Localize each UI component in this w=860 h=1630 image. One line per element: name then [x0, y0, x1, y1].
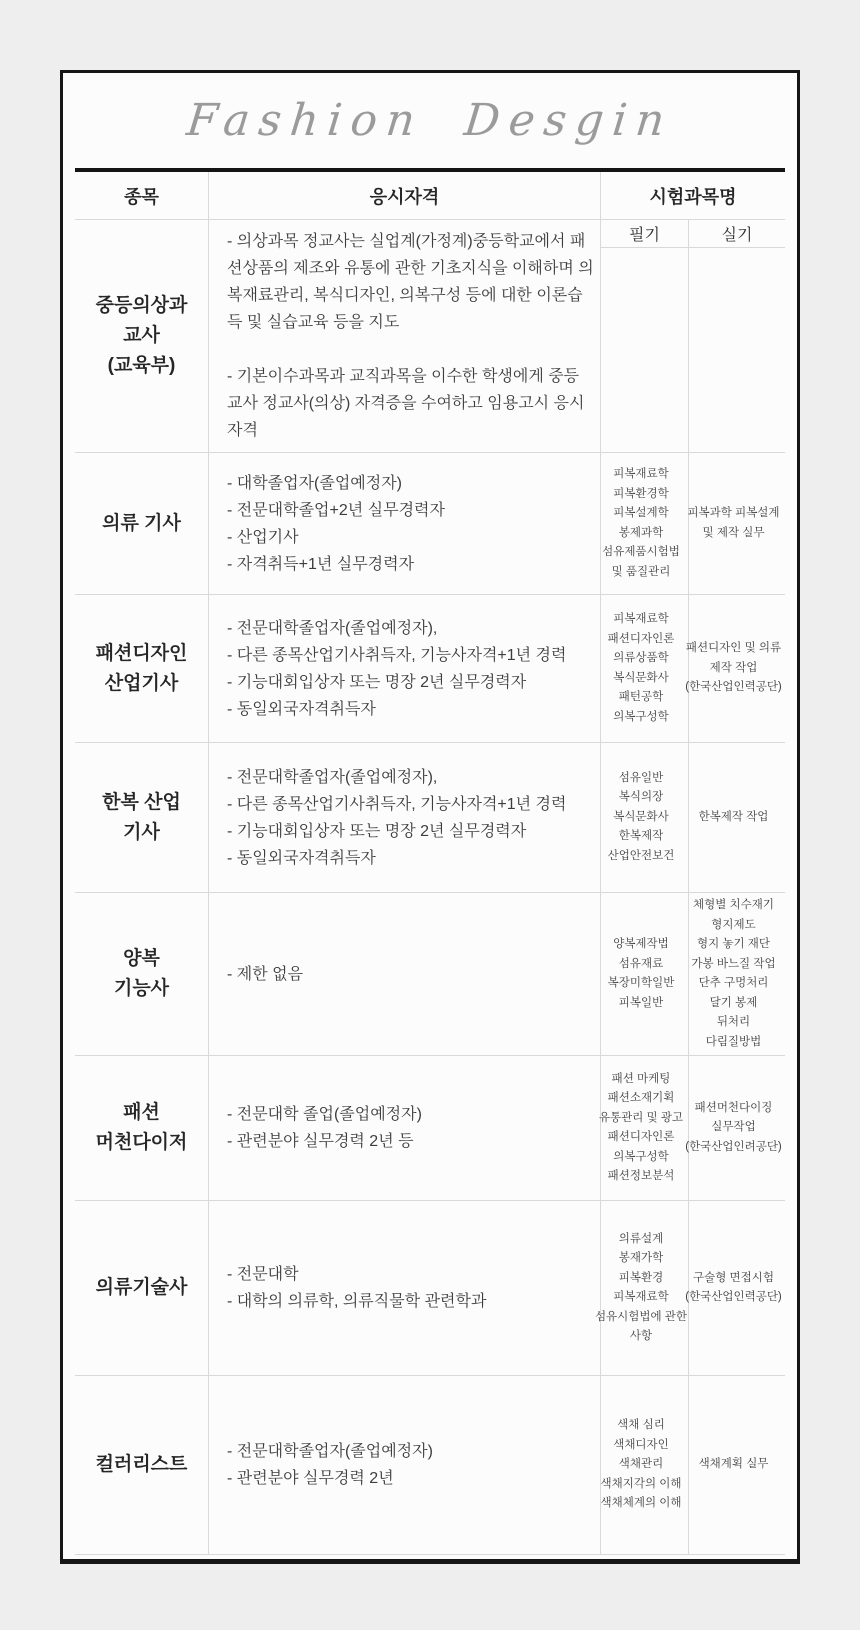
header-eligibility: 응시자격 — [208, 172, 600, 219]
category-cell: 의류기술사 — [95, 1277, 188, 1298]
practical-subjects: 색채계획 실무 — [698, 1458, 769, 1471]
table-row — [75, 1056, 785, 1201]
practical-subjects: 피복과학 피복설계 및 제작 실무 — [687, 507, 780, 539]
practical-cell — [689, 248, 785, 452]
title-area — [75, 73, 785, 168]
written-cell — [600, 743, 688, 892]
practical-cell — [688, 893, 785, 1055]
category-cell: 패션디자인 산업기사 — [95, 642, 188, 694]
category-cell: 한복 산업 기사 — [102, 791, 181, 843]
eligibility-cell — [208, 1201, 600, 1375]
table-row — [75, 893, 785, 1056]
written-column — [600, 220, 688, 452]
fashion-design-card — [60, 70, 800, 1564]
eligibility-text: - 대학졸업자(졸업예정자) - 전문대학졸업+2년 실무경력자 - 산업기사 - 자격취득+1년 실무경력자 — [227, 474, 445, 573]
eligibility-text: - 의상과목 정교사는 실업계(가정계)중등학교에서 패션상품의 제조와 유통에 관한 기초지식을 이해하며 의복재료관리, 복식디자인, 의복구성 등에 대한 이론습득 및 실습교육 등을 지도 - 기본이수과목과 교직과목을 이수한 학생에게 중등교사 정교사(의상) 자격증을 수여하고 임용고시 응시자격 — [227, 233, 594, 439]
subheader-written: 필기 — [601, 220, 688, 248]
eligibility-text: - 전문대학 졸업(졸업예정자) - 관련분야 실무경력 2년 등 — [227, 1106, 422, 1150]
written-cell — [600, 1376, 688, 1554]
category-cell: 양복 기능사 — [113, 948, 170, 999]
eligibility-cell — [208, 453, 600, 594]
page-title: Fashion Desgin — [184, 95, 676, 146]
eligibility-cell — [208, 743, 600, 892]
table-row — [75, 220, 785, 453]
practical-subjects: 체형별 치수재기 형지제도 형지 놓기 재단 가봉 바느질 작업 단추 구멍처리 달기 봉제 뒤처리 다림질방법 — [691, 899, 776, 1048]
written-subjects: 피복재료학 패션디자인론 의류상품학 복식문화사 패턴공학 의복구성학 — [607, 613, 675, 723]
subheader-practical: 실기 — [689, 220, 785, 248]
written-subjects: 패션 마케팅 패션소재기획 유통관리 및 광고 패션디자인론 의복구성학 패션정보분석 — [598, 1072, 684, 1182]
eligibility-cell — [208, 220, 600, 452]
qualification-table — [75, 168, 785, 1555]
practical-subjects: 패션디자인 및 의류 제작 작업 (한국산업인력공단) — [685, 642, 782, 694]
header-category: 종목 — [124, 186, 159, 207]
written-subjects: 의류설계 봉재가학 피복환경 피복재료학 섬유시험법에 관한 사항 — [594, 1232, 688, 1342]
written-cell — [600, 893, 688, 1055]
eligibility-text: - 제한 없음 — [227, 965, 304, 983]
eligibility-cell — [208, 893, 600, 1055]
table-row — [75, 1376, 785, 1555]
written-subjects: 양복제작법 섬유재료 복장미학일반 피복일반 — [607, 938, 675, 1009]
table-row — [75, 595, 785, 743]
written-subjects: 피복재료학 피복환경학 피복설계학 봉제과학 섬유제품시험법 및 품질관리 — [602, 468, 680, 578]
practical-cell — [688, 453, 785, 594]
eligibility-cell — [208, 595, 600, 742]
category-cell: 의류 기사 — [102, 512, 181, 534]
written-subjects: 색채 심리 색채디자인 색채관리 색채지각의 이해 색채체계의 이해 — [600, 1419, 682, 1510]
written-cell — [600, 453, 688, 594]
table-header-row — [75, 172, 785, 220]
eligibility-text: - 전문대학졸업자(졸업예정자) - 관련분야 실무경력 2년 — [227, 1443, 433, 1487]
table-row — [75, 453, 785, 595]
category-cell: 패션 머천다이저 — [95, 1102, 188, 1153]
practical-subjects: 구술형 면접시험 (한국산업인력공단) — [685, 1271, 782, 1303]
table-row — [75, 1201, 785, 1376]
eligibility-text: - 전문대학졸업자(졸업예정자), - 다른 종목산업기사취득자, 기능사자격+1년 경력 - 기능대회입상자 또는 명장 2년 실무경력자 - 동일외국자격취득자 — [227, 768, 567, 867]
practical-cell — [688, 743, 785, 892]
practical-cell — [685, 595, 785, 742]
category-cell: 컬러리스트 — [95, 1454, 188, 1475]
practical-cell — [685, 1056, 785, 1200]
written-cell — [600, 595, 688, 742]
practical-subjects: 한복제작 작업 — [698, 810, 769, 823]
practical-subjects: 패션머천다이징 실무작업 (한국산업인려공단) — [685, 1101, 782, 1153]
category-cell: 중등의상과 교사 (교육부) — [95, 295, 188, 376]
practical-cell — [688, 1376, 785, 1554]
eligibility-text: - 전문대학 - 대학의 의류학, 의류직물학 관련학과 — [227, 1266, 487, 1310]
written-subjects: 섬유일반 복식의장 복식문화사 한복제작 산업안전보건 — [607, 771, 675, 862]
eligibility-cell — [208, 1056, 600, 1200]
written-cell — [600, 1056, 688, 1200]
eligibility-cell — [208, 1376, 600, 1554]
eligibility-text: - 전문대학졸업자(졸업예정자), - 다른 종목산업기사취득자, 기능사자격+1년 경력 - 기능대회입상자 또는 명장 2년 실무경력자 - 동일외국자격취득자 — [227, 619, 567, 718]
table-row — [75, 743, 785, 893]
header-subjects: 시험과목명 — [600, 172, 785, 219]
practical-column — [688, 220, 785, 452]
written-cell — [594, 1201, 688, 1375]
written-cell — [601, 248, 688, 452]
practical-cell — [685, 1201, 785, 1375]
